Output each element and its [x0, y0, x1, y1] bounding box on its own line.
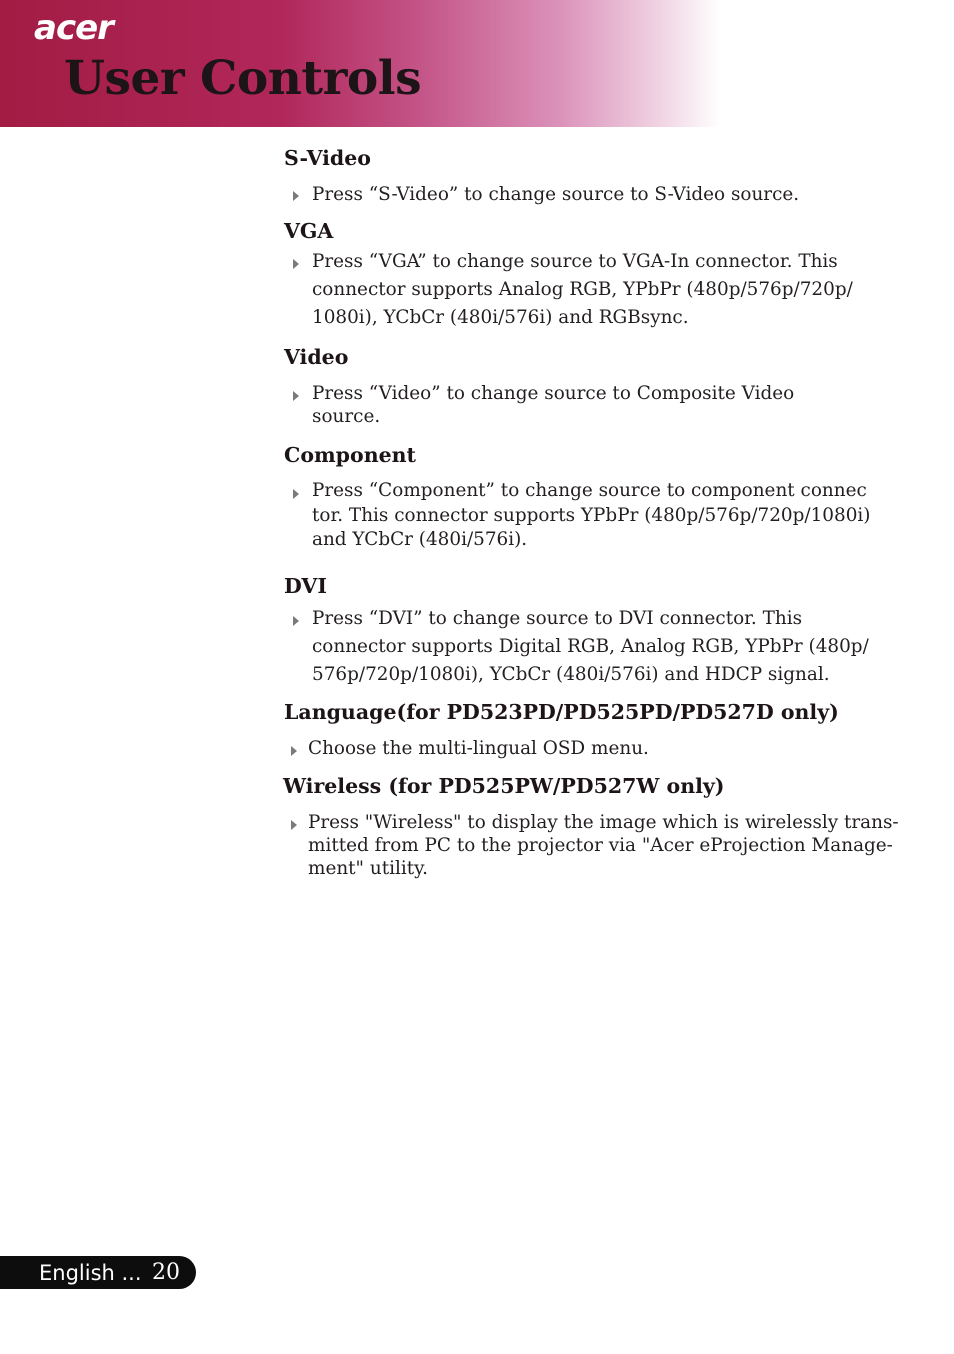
section-heading-wireless: Wireless (for PD525PW/PD527W only) [283, 774, 725, 798]
triangle-bullet-icon [290, 486, 301, 502]
triangle-bullet-icon [290, 188, 301, 204]
triangle-bullet-icon [288, 743, 299, 759]
section-heading-vga: VGA [284, 219, 334, 243]
header-banner [0, 0, 954, 127]
text-line: source. [312, 406, 381, 427]
acer-logo: acer [34, 8, 113, 48]
triangle-bullet-icon [290, 613, 301, 629]
section-heading-s-video: S-Video [284, 146, 371, 170]
text-line: Press “DVI” to change source to DVI connector. This [312, 608, 803, 629]
text-line: and YCbCr (480i/576i). [312, 529, 528, 550]
triangle-bullet-icon [290, 388, 301, 404]
section-body-language [308, 737, 893, 760]
text-line: 576p/720p/1080i), YCbCr (480i/576i) and HDCP signal. [312, 664, 830, 685]
text-line: Press “VGA” to change source to VGA-In connector. This [312, 251, 838, 272]
text-line: mitted from PC to the projector via "Acer eProjection Manage- [308, 835, 893, 856]
triangle-bullet-icon [290, 256, 301, 272]
text-line: Press “S-Video” to change source to S-Video source. [312, 184, 800, 205]
text-line: 1080i), YCbCr (480i/576i) and RGBsync. [312, 307, 689, 328]
section-heading-language: Language(for PD523PD/PD525PD/PD527D only) [284, 700, 839, 724]
text-line: connector supports Digital RGB, Analog RGB, YPbPr (480p/ [312, 636, 869, 657]
section-heading-video: Video [284, 345, 349, 369]
page-number: 20 [152, 1260, 180, 1285]
section-body-video [312, 382, 897, 428]
section-body-wireless [308, 811, 898, 880]
text-line: Press “Video” to change source to Composite Video [312, 383, 795, 404]
section-body-component [312, 479, 897, 553]
section-body-s-video [312, 181, 897, 209]
text-line: ment" utility. [308, 858, 428, 879]
footer-language: English ... [39, 1261, 142, 1285]
section-body-dvi [312, 605, 897, 689]
section-body-vga [312, 248, 897, 332]
text-line: tor. This connector supports YPbPr (480p/576p/720p/1080i) [312, 504, 871, 526]
text-line: Press "Wireless" to display the image which is wirelessly trans- [308, 812, 899, 833]
triangle-bullet-icon [288, 817, 299, 833]
text-line: Choose the multi-lingual OSD menu. [308, 738, 649, 759]
page-title: User Controls [64, 51, 422, 106]
text-line: connector supports Analog RGB, YPbPr (480p/576p/720p/ [312, 279, 853, 300]
text-line: Press “Component” to change source to component connec [312, 480, 867, 501]
section-heading-component: Component [284, 443, 417, 467]
footer-page-tab [0, 1256, 196, 1289]
section-heading-dvi: DVI [284, 574, 327, 598]
